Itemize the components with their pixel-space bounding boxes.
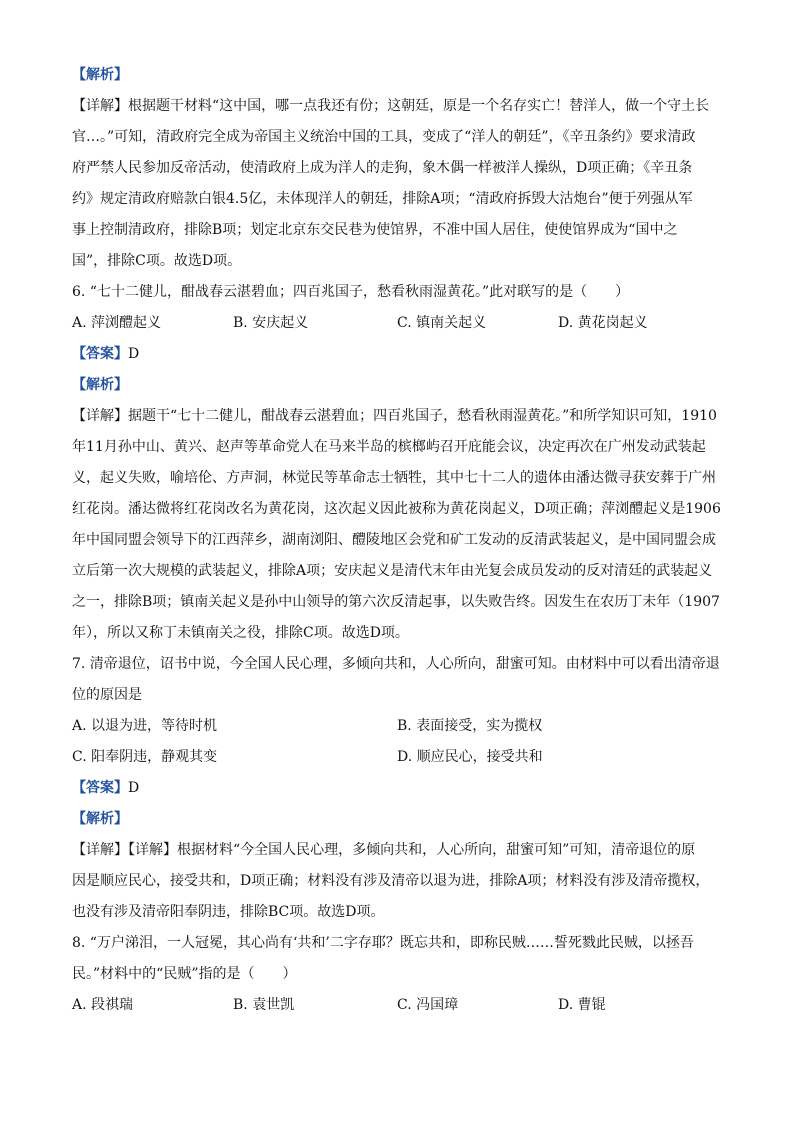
text-line: 约》规定清政府赔款白银4.5亿，未体现洋人的朝廷，排除A项；“清政府拆毁大沽炮台”便于列强从军: [72, 191, 693, 207]
section-label: 【解析】: [72, 811, 128, 827]
text-line: 国”，排除C项。故选D项。: [72, 253, 242, 269]
text-line: 事上控制清政府，排除B项；划定北京东交民巷为使馆界，不准中国人居住，使使馆界成为“国中之: [72, 222, 678, 238]
answer-label: 【答案】: [72, 346, 128, 362]
text-line: 6. “七十二健儿，酣战春云湛碧血；四百兆国子，愁看秋雨湿黄花。”此对联写的是（ ）: [72, 284, 630, 300]
answer-option: B. 安庆起义: [233, 315, 309, 331]
answer-option: A. 萍浏醴起义: [72, 315, 162, 331]
answer-option: B. 袁世凯: [233, 997, 295, 1013]
text-line: 【详解】据题干“七十二健儿，酣战春云湛碧血；四百兆国子，愁看秋雨湿黄花。”和所学知识可知，1910: [72, 408, 717, 424]
text-line: 官…。”可知，清政府完全成为帝国主义统治中国的工具，变成了“洋人的朝廷”，《辛丑条约》要求清政: [72, 129, 696, 145]
answer-value: D: [128, 346, 140, 362]
text-line: 7. 清帝退位，诏书中说，今全国人民心理，多倾向共和，人心所向，甜蜜可知。由材料中可以看出清帝退: [72, 656, 720, 672]
text-line: 立后第一次大规模的武装起义，排除A项；安庆起义是清代末年由光复会成员发动的反对清廷的武装起义: [72, 563, 713, 579]
text-line: 因是顺应民心，接受共和，D项正确；材料没有涉及清帝以退为进，排除A项；材料没有涉及清帝揽权，: [72, 873, 710, 889]
text-line: 义，起义失败，喻培伦、方声洞，林觉民等革命志士牺牲，其中七十二人的遗体由潘达微寻获安葬于广州: [72, 470, 716, 486]
answer-option: D. 顺应民心，接受共和: [397, 749, 543, 765]
text-line: 之一，排除B项；镇南关起义是孙中山领导的第六次反清起事，以失败告终。因发生在农历丁未年（1907: [72, 594, 720, 610]
text-line: 红花岗。潘达微将红花岗改名为黄花岗，这次起义因此被称为黄花岗起义，D项正确；萍浏醴起义是1906: [72, 501, 721, 517]
text-line: 年11月孙中山、黄兴、赵声等革命党人在马来半岛的槟榔屿召开庇能会议，决定再次在广州发动武装起: [72, 439, 706, 455]
text-line: 年），所以又称丁未镇南关之役，排除C项。故选D项。: [72, 625, 409, 641]
text-line: 年中国同盟会领导下的江西萍乡，湖南浏阳、醴陵地区会党和矿工发动的反清武装起义，是中国同盟会成: [72, 532, 716, 548]
section-label: 【解析】: [72, 67, 128, 83]
answer-option: C. 冯国璋: [397, 997, 459, 1013]
text-line: 位的原因是: [72, 687, 142, 703]
answer-option: C. 阳奉阴违，静观其变: [72, 749, 218, 765]
section-label: 【解析】: [72, 377, 128, 393]
text-line: 【详解】根据题干材料“这中国，哪一点我还有份；这朝廷，原是一个名存实亡！替洋人，做一个守土长: [72, 98, 710, 114]
answer-line: [72, 778, 722, 798]
text-line: 8. “万户涕泪，一人冠冕，其心尚有‘共和’二字存耶？既忘共和，即称民贼……誓死戮此民贼，以拯吾: [72, 935, 694, 951]
answer-value: D: [128, 780, 140, 796]
answer-option: A. 段祺瑞: [72, 997, 134, 1013]
text-line: 【详解】【详解】根据材料“今全国人民心理，多倾向共和，人心所向，甜蜜可知”可知，清帝退位的原: [72, 842, 696, 858]
text-line: 府严禁人民参加反帝活动，使清政府上成为洋人的走狗，象木偶一样被洋人操纵，D项正确；《辛丑条: [72, 160, 693, 176]
answer-option: C. 镇南关起义: [397, 315, 487, 331]
answer-option: D. 黄花岗起义: [558, 315, 648, 331]
text-line: 也没有涉及清帝阳奉阴违，排除BC项。故选D项。: [72, 904, 385, 920]
answer-label: 【答案】: [72, 780, 128, 796]
answer-option: A. 以退为进，等待时机: [72, 718, 218, 734]
text-line: 民。”材料中的“民贼”指的是（ ）: [72, 966, 297, 982]
answer-option: D. 曹锟: [558, 997, 606, 1013]
answer-line: [72, 344, 722, 364]
answer-option: B. 表面接受，实为揽权: [397, 718, 543, 734]
